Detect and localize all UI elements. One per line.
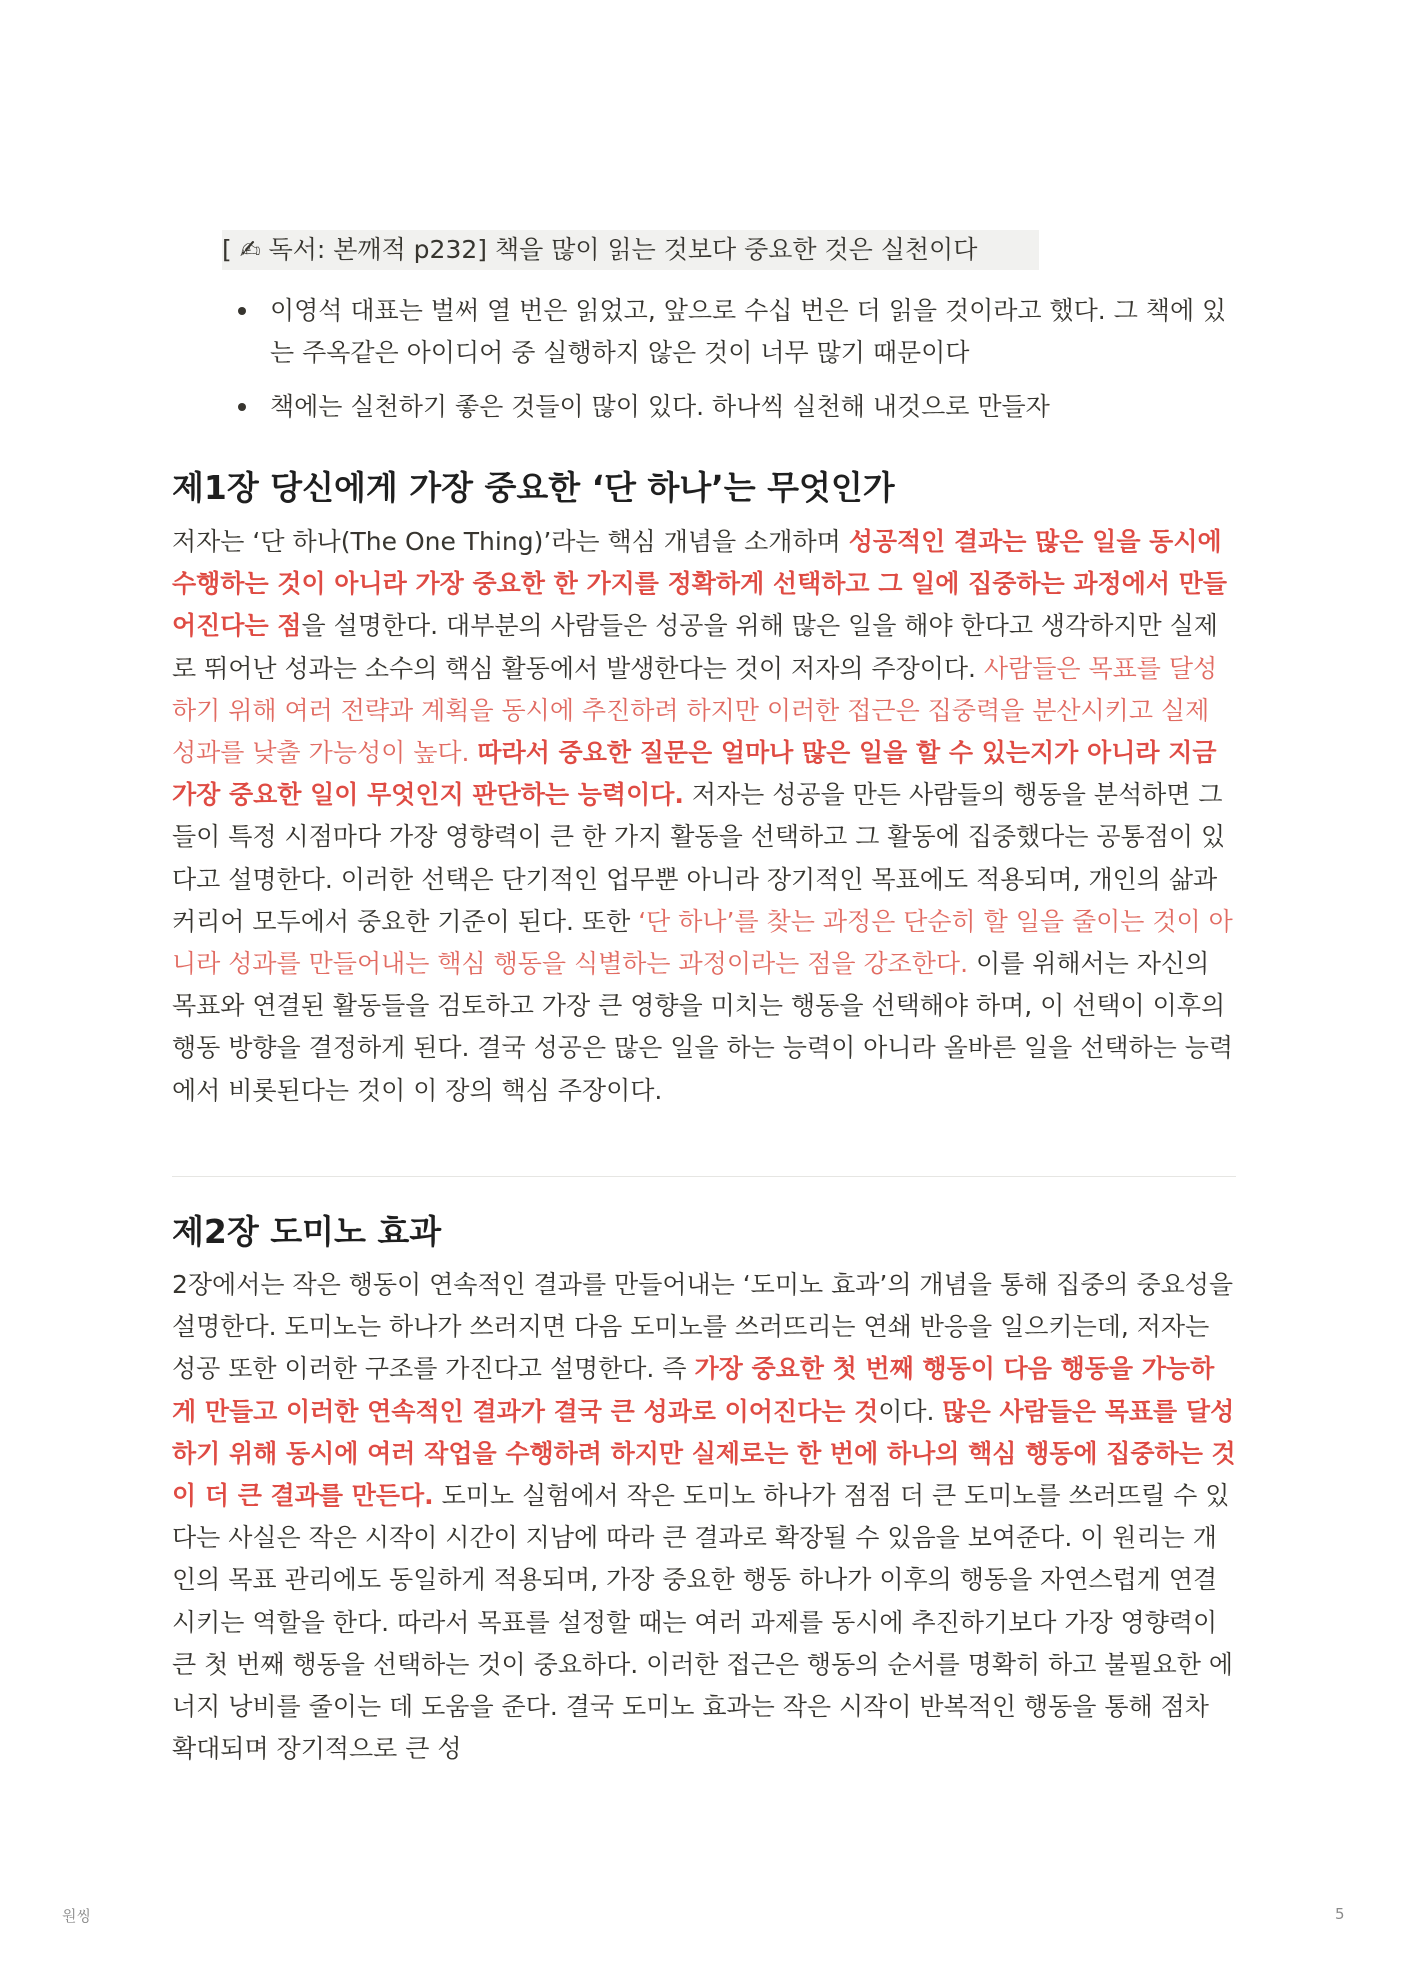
body-text: 이를 위해서는 자신의 목표와 연결된 활동들을 검토하고 가장 큰 영향을 미치는 행동을 선택해야 하며, 이 선택이 이후의 행동 방향을 결정하게 된다. 결국 성공은 많은 일을 하는 능력이 아니라 올바른 일을 선택하는 능력에서 비롯된다는 것이 이 장의 핵심 주장이다. bbox=[172, 949, 1234, 1105]
callout-text: 독서: 본깨적 p232] 책을 많이 읽는 것보다 중요한 것은 실천이다 bbox=[260, 235, 978, 264]
list-item: 이영석 대표는 벌써 열 번은 읽었고, 앞으로 수십 번은 더 읽을 것이라고 했다. 그 책에 있는 주옥같은 아이디어 중 실행하지 않은 것이 너무 많기 때문이다 bbox=[228, 290, 1238, 374]
bold-highlight-text: 많은 사람들은 목표를 달성하기 위해 동시에 여러 작업을 수행하려 하지만 실제로는 한 번에 하나의 핵심 행동에 집중하는 것이 더 큰 결과를 만든다. bbox=[172, 1396, 1236, 1511]
chapter-1-heading: 제1장 당신에게 가장 중요한 ‘단 하나’는 무엇인가 bbox=[172, 468, 895, 507]
body-text: 저자는 ‘단 하나(The One Thing)’라는 핵심 개념을 소개하며 bbox=[172, 527, 849, 556]
bullet-list bbox=[228, 290, 1238, 440]
bold-highlight-text: 성공적인 결과는 많은 일을 동시에 수행하는 것이 아니라 가장 중요한 한 가지를 정확하게 선택하고 그 일에 집중하는 과정에서 만들어진다는 점 bbox=[172, 527, 1228, 641]
chapter-1-body bbox=[172, 521, 1236, 1112]
body-text: 도미노 실험에서 작은 도미노 하나가 점점 더 큰 도미노를 쓰러뜨릴 수 있다는 사실은 작은 시작이 시간이 지남에 따라 큰 결과로 확장될 수 있음을 보여준다. 이 원리는 개인의 목표 관리에도 동일하게 적용되며, 가장 중요한 행동 하나가 이후의 행동을 자연스럽게 연결시키는 역할을 한다. 따라서 목표를 설정할 때는 여러 과제를 동시에 추진하기보다 가장 영향력이 큰 첫 번째 행동을 선택하는 것이 중요하다. 이러한 접근은 행동의 순서를 명확히 하고 불필요한 에너지 낭비를 줄이는 데 도움을 준다. 결국 도미노 효과는 작은 시작이 반복적인 행동을 통해 점차 확대되며 장기적으로 큰 성 bbox=[172, 1481, 1234, 1764]
footer-doc-title: 원씽 bbox=[62, 1907, 91, 1925]
page-number: 5 bbox=[1335, 1905, 1345, 1923]
body-text: 이다. bbox=[878, 1396, 943, 1426]
callout-open-bracket: [ bbox=[222, 235, 240, 264]
chapter-2-heading: 제2장 도미노 효과 bbox=[172, 1212, 442, 1251]
highlight-text: ‘단 하나’를 찾는 과정은 단순히 할 일을 줄이는 것이 아니라 성과를 만들어내는 핵심 행동을 식별하는 과정이라는 점을 강조한다. bbox=[172, 906, 1233, 979]
bold-highlight-text: 가장 중요한 첫 번째 행동이 다음 행동을 가능하게 만들고 이러한 연속적인 결과가 결국 큰 성과로 이어진다는 것 bbox=[172, 1354, 1215, 1426]
body-text: 저자는 성공을 만든 사람들의 행동을 분석하면 그들이 특정 시점마다 가장 영향력이 큰 한 가지 활동을 선택하고 그 활동에 집중했다는 공통점이 있다고 설명한다. 이러한 선택은 단기적인 업무뿐 아니라 장기적인 목표에도 적용되며, 개인의 삶과 커리어 모두에서 중요한 기준이 된다. 또한 bbox=[172, 780, 1226, 936]
chapter-2-body bbox=[172, 1264, 1236, 1770]
list-item: 책에는 실천하기 좋은 것들이 많이 있다. 하나씩 실천해 내것으로 만들자 bbox=[228, 386, 1238, 428]
writing-hand-icon: ✍ bbox=[239, 235, 261, 264]
bold-highlight-text: 따라서 중요한 질문은 얼마나 많은 일을 할 수 있는지가 아니라 지금 가장 중요한 일이 무엇인지 판단하는 능력이다. bbox=[172, 738, 1217, 810]
body-text: 을 설명한다. 대부분의 사람들은 성공을 위해 많은 일을 해야 한다고 생각하지만 실제로 뛰어난 성과는 소수의 핵심 활동에서 발생한다는 것이 저자의 주장이다. bbox=[172, 611, 1218, 683]
highlight-text: 사람들은 목표를 달성하기 위해 여러 전략과 계획을 동시에 추진하려 하지만 이러한 접근은 집중력을 분산시키고 실제 성과를 낮출 가능성이 높다. bbox=[172, 653, 1218, 768]
body-text: 2장에서는 작은 행동이 연속적인 결과를 만들어내는 ‘도미노 효과’의 개념을 통해 집중의 중요성을 설명한다. 도미노는 하나가 쓰러지면 다음 도미노를 쓰러뜨리는 연쇄 반응을 일으키는데, 저자는 성공 또한 이러한 구조를 가진다고 설명한다. 즉 bbox=[172, 1270, 1234, 1384]
divider bbox=[172, 1176, 1236, 1177]
callout-block bbox=[222, 230, 1039, 270]
